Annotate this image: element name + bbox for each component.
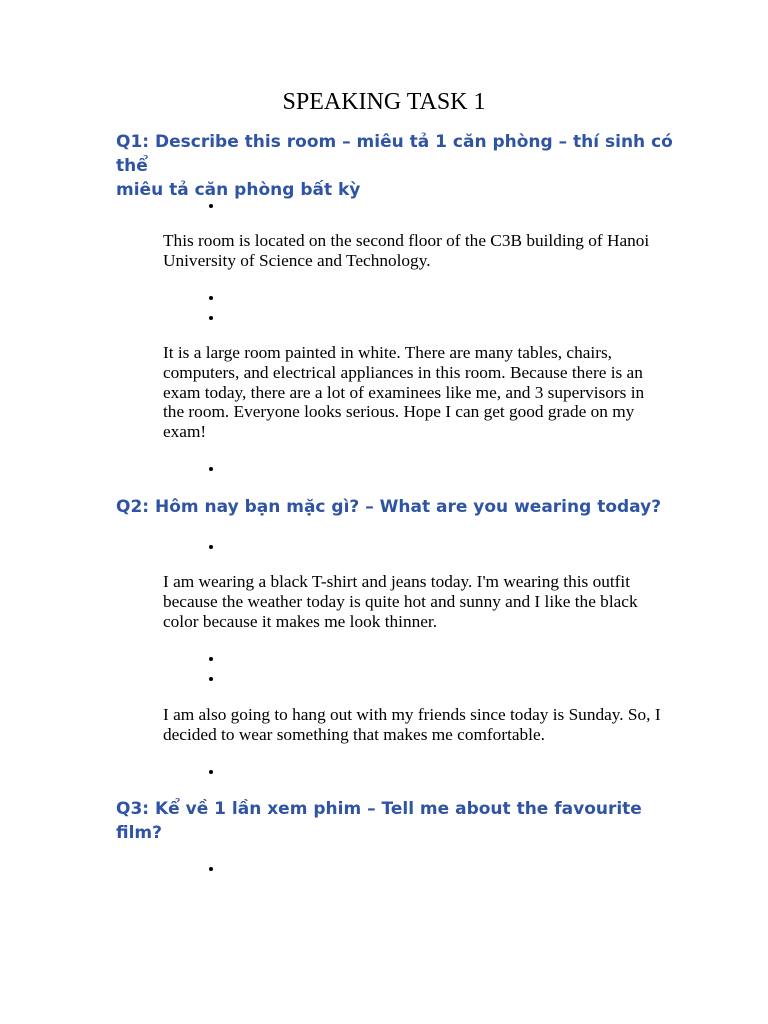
question-1 [116,130,676,202]
answer-paragraph-q1-description: It is a large room painted in white. There are many tables, chairs, computers, and electrical appliances in this room. Because there is an exam today, there are a lot of examinees like me, and 3 supervisors in the room. Everyone looks serious. Hope I can get good grade on my exam! [163,343,645,442]
answer-paragraph-q1-location: This room is located on the second floor of the C3B building of Hanoi University of Science and Technology. [163,231,650,270]
bullet-point [208,543,216,551]
question-1-line-2: miêu tả căn phòng bất kỳ [116,180,361,200]
question-2: Q2: Hôm nay bạn mặc gì? – What are you wearing today? [116,497,662,517]
bullet-point [208,202,216,210]
document-title: SPEAKING TASK 1 [282,89,486,115]
bullet-point [208,675,216,683]
bullet-point [208,314,216,322]
bullet-point [208,294,216,302]
answer-paragraph-q2-plans: I am also going to hang out with my friends since today is Sunday. So, I decided to wear something that makes me comfortable. [163,705,661,744]
bullet-point [208,655,216,663]
bullet-point [208,768,216,776]
bullet-point [208,865,216,873]
answer-paragraph-q2-outfit: I am wearing a black T-shirt and jeans today. I'm wearing this outfit because the weather today is quite hot and sunny and I like the black color because it makes me look thinner. [163,572,638,631]
question-1-line-1: Q1: Describe this room – miêu tả 1 căn phòng – thí sinh có thể [116,132,673,176]
bullet-point [208,465,216,473]
question-3: Q3: Kể về 1 lần xem phim – Tell me about the favourite film? [116,799,642,843]
